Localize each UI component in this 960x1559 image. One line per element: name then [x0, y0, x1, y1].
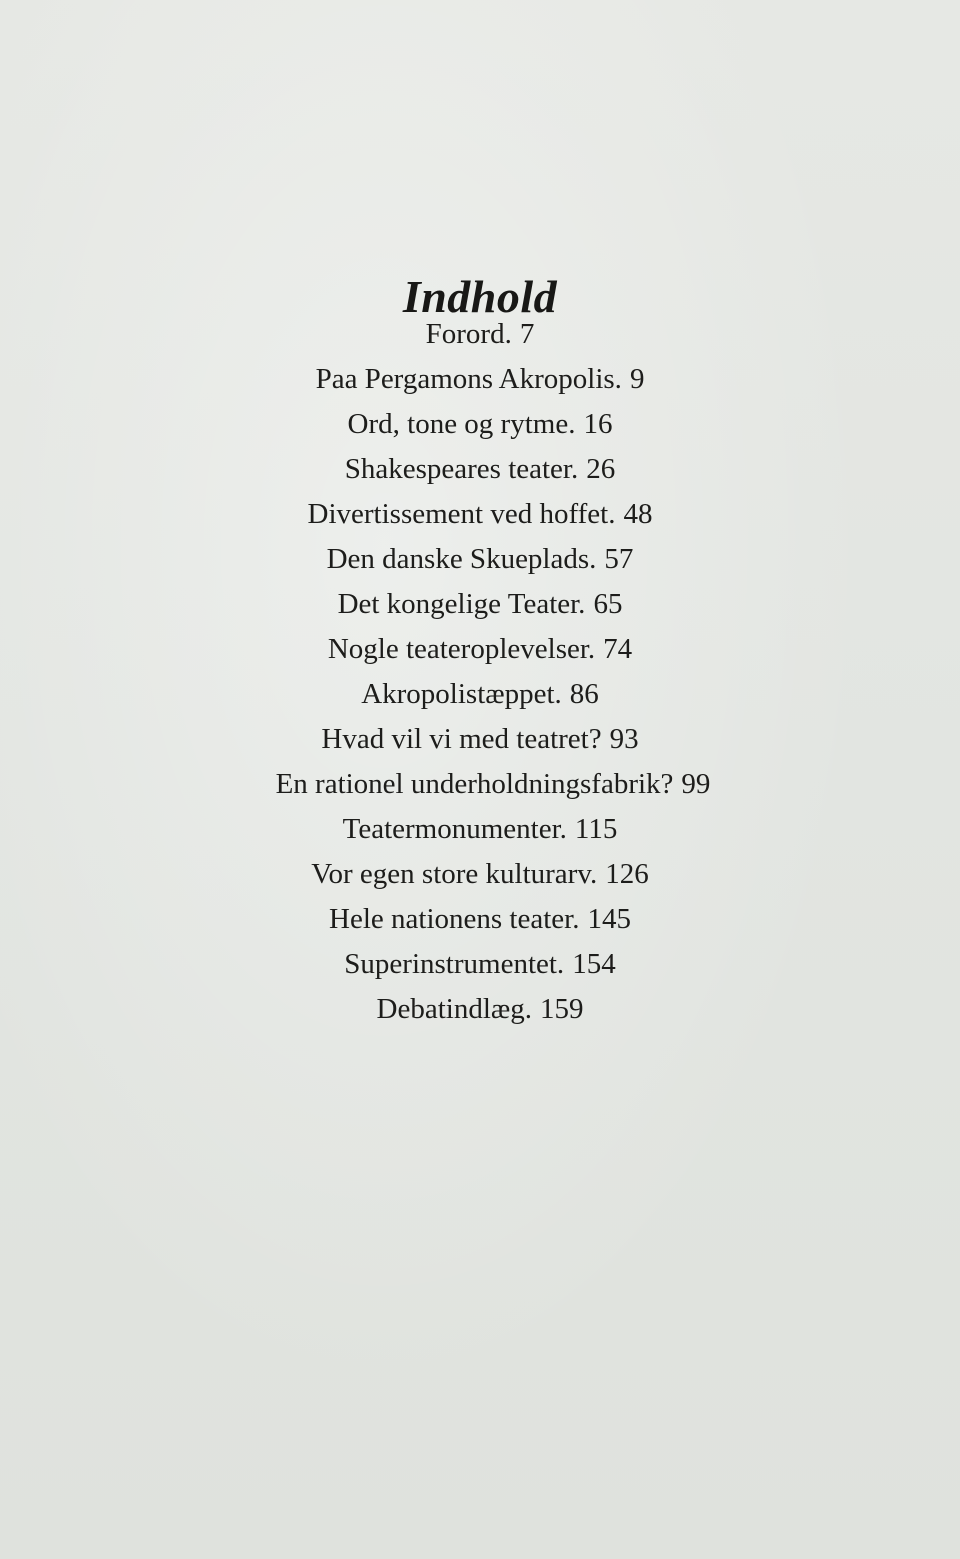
toc-entry — [0, 852, 960, 897]
toc-entry-page: 9 — [629, 363, 645, 395]
toc-entry — [0, 537, 960, 582]
toc-entry-title: Hvad vil vi med teatret? — [321, 723, 602, 755]
toc-entry-title: Forord. — [425, 318, 512, 350]
toc-entry-title: Debatindlæg. — [376, 993, 532, 1025]
toc-entry-page: 93 — [609, 723, 639, 755]
toc-entry — [0, 942, 960, 987]
toc-entry — [0, 447, 960, 492]
toc-entry-title: Divertissement ved hoffet. — [307, 498, 616, 530]
toc-entry-page: 57 — [604, 543, 634, 575]
toc-entry-page: 65 — [593, 588, 623, 620]
toc-entry-title: Vor egen store kulturarv. — [311, 858, 598, 890]
toc-entry-page: 154 — [572, 948, 616, 980]
toc-entry — [0, 717, 960, 762]
toc-entry-page: 26 — [586, 453, 616, 485]
toc-entry — [0, 357, 960, 402]
toc-entry-title: Paa Pergamons Akropolis. — [315, 363, 622, 395]
toc-entry — [0, 762, 960, 807]
toc-entry-page: 86 — [569, 678, 599, 710]
toc-entry-title: Nogle teateroplevelser. — [327, 633, 596, 665]
toc-entry-page: 115 — [574, 813, 618, 845]
toc-entry-title: Teatermonumenter. — [342, 813, 567, 845]
page-title: Indhold — [402, 270, 558, 322]
toc-entry-page: 145 — [587, 903, 631, 935]
toc-entry-page: 126 — [605, 858, 649, 890]
toc-entry — [0, 582, 960, 627]
toc-entry-title: En rationel underholdningsfabrik? — [275, 768, 674, 800]
toc-entry — [0, 897, 960, 942]
toc-entry-title: Superinstrumentet. — [344, 948, 565, 980]
toc-entry — [0, 987, 960, 1032]
toc-entry-page: 48 — [623, 498, 653, 530]
toc-entry-page: 99 — [681, 768, 711, 800]
toc-entry — [0, 807, 960, 852]
toc-entry-title: Ord, tone og rytme. — [347, 408, 576, 440]
toc-entry-title: Det kongelige Teater. — [337, 588, 586, 620]
toc-entry-page: 16 — [583, 408, 613, 440]
toc-entry — [0, 627, 960, 672]
toc-entry-page: 159 — [539, 993, 584, 1025]
toc-entry-page: 7 — [519, 318, 535, 350]
toc-entry — [0, 672, 960, 717]
toc-entry — [0, 492, 960, 537]
toc-entry — [0, 402, 960, 447]
table-of-contents — [0, 312, 960, 1032]
toc-entry-title: Den danske Skueplads. — [326, 543, 597, 575]
toc-entry-page: 74 — [603, 633, 633, 665]
toc-entry — [0, 312, 960, 357]
toc-entry-title: Hele nationens teater. — [329, 903, 580, 935]
toc-entry-title: Akropolistæppet. — [361, 678, 562, 710]
toc-entry-title: Shakespeares teater. — [344, 453, 579, 485]
